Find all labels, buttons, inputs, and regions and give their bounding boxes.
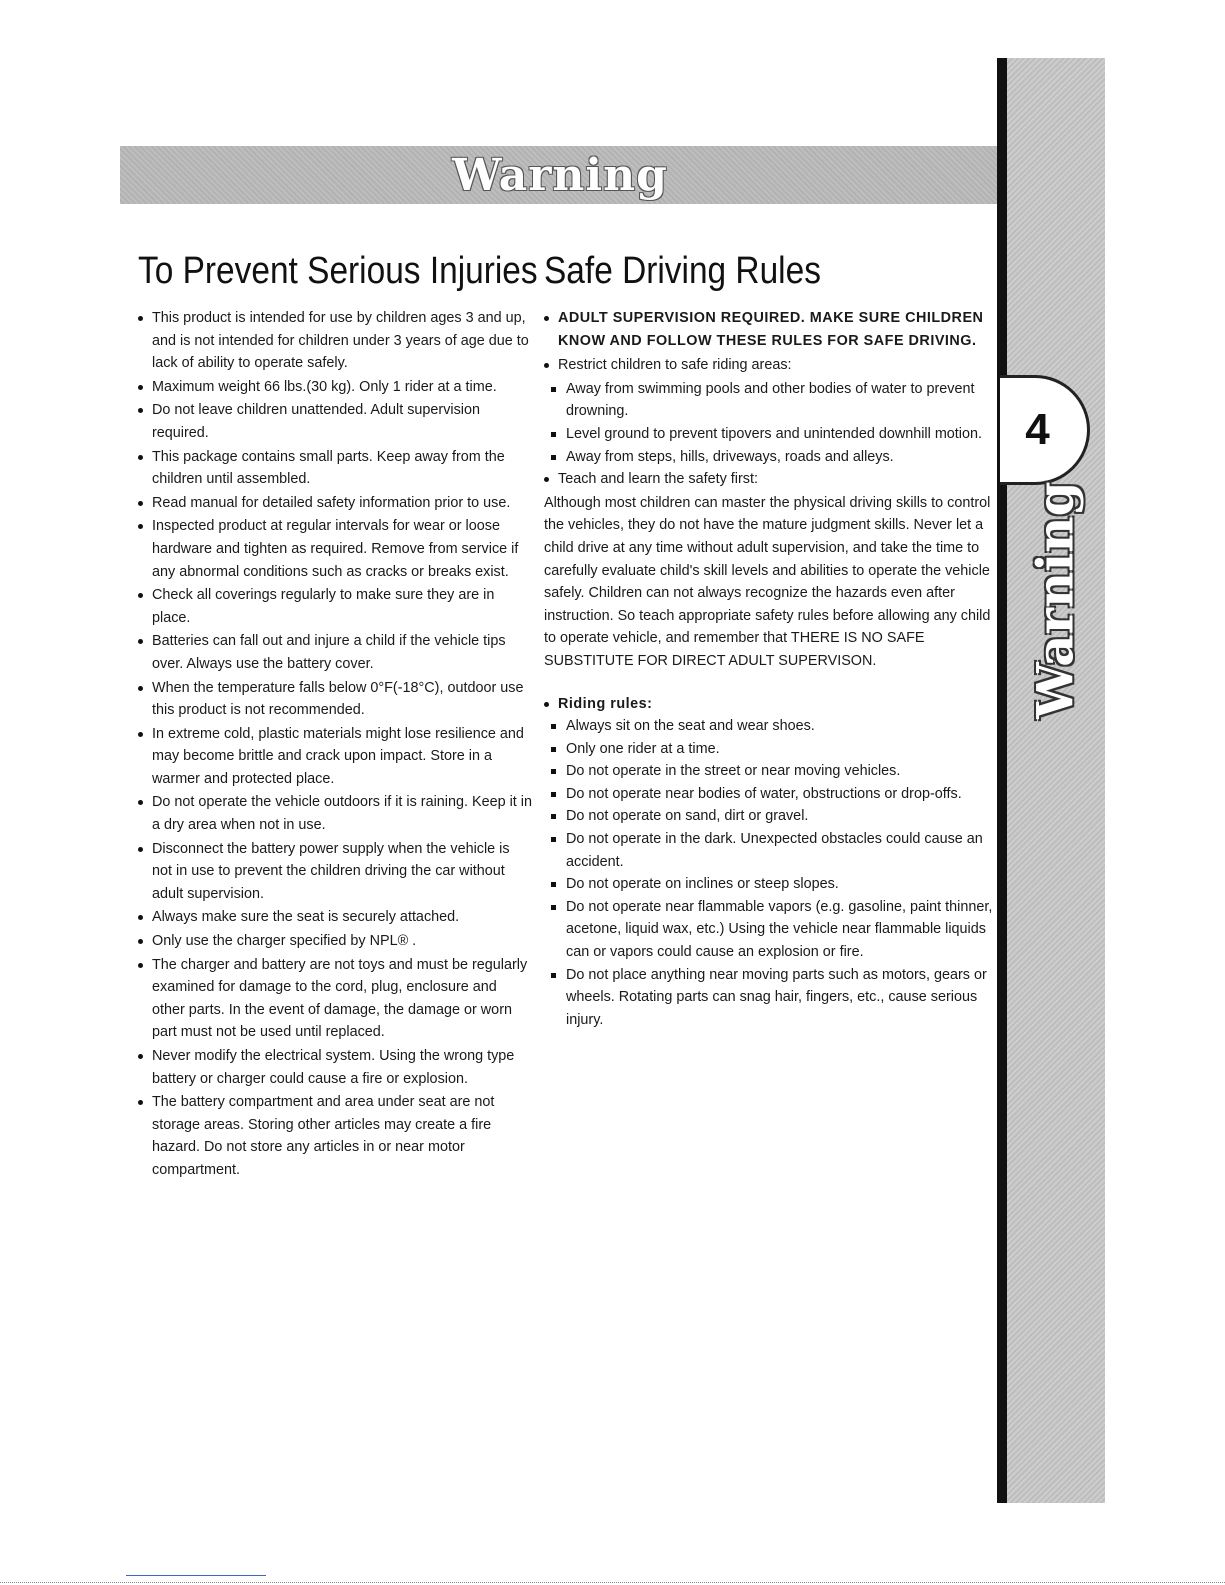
list-item: Do not operate the vehicle outdoors if it is raining. Keep it in a dry area when not in use.	[138, 791, 533, 836]
list-item: Always sit on the seat and wear shoes.	[544, 715, 994, 738]
list-item: Do not leave children unattended. Adult supervision required.	[138, 399, 533, 444]
banner-title: Warning	[452, 149, 668, 201]
list-item: Do not operate on inclines or steep slopes.	[544, 873, 994, 896]
list-item: The battery compartment and area under seat are not storage areas. Storing other articles may create a fire hazard. Do not store any articles in or near motor compartment.	[138, 1091, 533, 1181]
riding-rules-list	[544, 715, 994, 1031]
list-item: Always make sure the seat is securely attached.	[138, 906, 533, 929]
list-item: Never modify the electrical system. Using the wrong type battery or charger could cause a fire or explosion.	[138, 1045, 533, 1090]
side-tab-strip	[1007, 58, 1105, 1503]
list-item: Check all coverings regularly to make sure they are in place.	[138, 584, 533, 629]
restrict-items	[544, 378, 994, 468]
teach-heading: Teach and learn the safety first:	[544, 468, 994, 491]
list-item: This product is intended for use by children ages 3 and up, and is not intended for children under 3 years of age due to lack of ability to operate safely.	[138, 307, 533, 375]
restrict-heading: Restrict children to safe riding areas:	[544, 354, 994, 377]
list-item: Maximum weight 66 lbs.(30 kg). Only 1 rider at a time.	[138, 376, 533, 399]
list-item: This package contains small parts. Keep away from the children until assembled.	[138, 446, 533, 491]
list-item: When the temperature falls below 0°F(-18°C), outdoor use this product is not recommended.	[138, 677, 533, 722]
list-item: Do not operate near bodies of water, obstructions or drop-offs.	[544, 783, 994, 806]
supervision-notice: ADULT SUPERVISION REQUIRED. MAKE SURE CHILDREN KNOW AND FOLLOW THESE RULES FOR SAFE DRIVING.	[544, 307, 994, 352]
list-item: Disconnect the battery power supply when the vehicle is not in use to prevent the children driving the car without adult supervision.	[138, 838, 533, 906]
footer-link-underline	[126, 1575, 266, 1576]
list-item: Do not operate near flammable vapors (e.g. gasoline, paint thinner, acetone, liquid wax, etc.) Using the vehicle near flammable liquids can or vapors could cause an explosion or fire.	[544, 896, 994, 964]
warning-banner	[120, 146, 1000, 204]
restrict-list	[544, 354, 994, 377]
list-item: In extreme cold, plastic materials might lose resilience and may become brittle and crack upon impact. Store in a warmer and protected place.	[138, 723, 533, 791]
list-item: Do not operate in the street or near moving vehicles.	[544, 760, 994, 783]
list-item: Only one rider at a time.	[544, 738, 994, 761]
page-bottom-rule	[0, 1582, 1225, 1583]
list-item: Inspected product at regular intervals for wear or loose hardware and tighten as required. Remove from service if any abnormal conditions such as cracks or breaks exist.	[138, 515, 533, 583]
side-tab-border	[997, 58, 1007, 1503]
riding-rules-heading: Riding rules:	[544, 693, 994, 716]
list-item: Batteries can fall out and injure a child if the vehicle tips over. Always use the battery cover.	[138, 630, 533, 675]
list-item: Away from steps, hills, driveways, roads and alleys.	[544, 446, 994, 469]
injuries-list	[138, 307, 533, 1182]
page-number: 4	[1025, 405, 1050, 454]
driving-rules-heading: Safe Driving Rules	[544, 250, 821, 292]
injuries-column	[138, 250, 538, 1183]
teach-paragraph: Although most children can master the physical driving skills to control the vehicles, they do not have the mature judgment skills. Never let a child drive at any time without adult supervision, and take the time to carefully evaluate child's skill levels and abilities to operate the vehicle safely. Children can not always recognize the hazards even after instruction. So teach appropriate safety rules before allowing any child to operate vehicle, and remember that THERE IS NO SAFE SUBSTITUTE FOR DIRECT ADULT SUPERVISON.	[544, 494, 991, 669]
side-tab-label: Warning	[1025, 481, 1085, 719]
list-item: Do not place anything near moving parts such as motors, gears or wheels. Rotating parts can snag hair, fingers, etc., cause serious injury.	[544, 964, 994, 1032]
list-item: Level ground to prevent tipovers and unintended downhill motion.	[544, 423, 994, 446]
injuries-heading: To Prevent Serious Injuries	[138, 250, 538, 292]
list-item: Do not operate in the dark. Unexpected obstacles could cause an accident.	[544, 828, 994, 873]
list-item: Only use the charger specified by NPL® .	[138, 930, 533, 953]
list-item: Read manual for detailed safety information prior to use.	[138, 492, 533, 515]
teach-list	[544, 468, 994, 491]
list-item: Do not operate on sand, dirt or gravel.	[544, 805, 994, 828]
list-item: The charger and battery are not toys and must be regularly examined for damage to the cord, plug, enclosure and other parts. In the event of damage, the damage or worn part must not be used until replaced.	[138, 954, 533, 1044]
list-item: Away from swimming pools and other bodies of water to prevent drowning.	[544, 378, 994, 423]
driving-rules-column	[544, 250, 994, 1031]
